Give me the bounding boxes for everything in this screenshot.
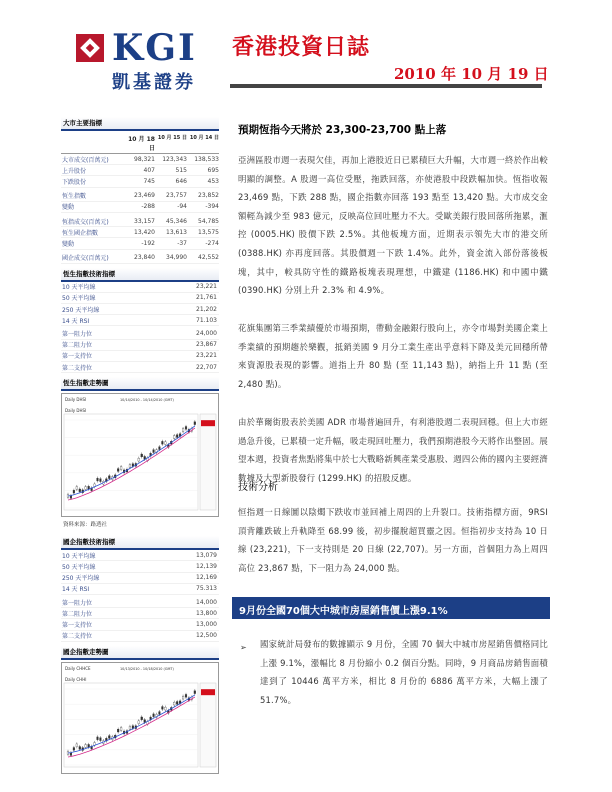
row-value: -288 bbox=[141, 203, 155, 211]
candle bbox=[162, 442, 164, 445]
table-row bbox=[61, 165, 219, 176]
candle bbox=[162, 706, 164, 709]
candle bbox=[108, 735, 110, 738]
row-label: 250 天平均線 bbox=[62, 306, 100, 314]
candle bbox=[117, 469, 119, 472]
paragraph-market: 亞洲區股市週一表現欠佳，再加上港股近日已累積巨大升幅，大市週一終於作出較明顯的調整。A 股週一高位受壓，拖跌回落，亦使港股中段跌幅加快。恆指收報 23,469 點，下跌 288 點，國企指數亦回落 193 點至 13,420 點。大市成交金額輕為減少至 983 億元，反映高位回吐壓力不大。受歐美銀行股回落所拖累，滙控 (0005.HK) 股價下跌 2.5%。其他板塊方面，近期表示領先大市的港交所 (0388.HK) 亦再度回落。其股價週一下跌 1.4%。此外，資金流入部份落後板塊，其中，較具防守性的鐵路板塊表現理想，中鐵建 (1186.HK) 和中國中鐵 (0390.HK) 分別上升 2.3% 和 4.9%。 bbox=[238, 155, 548, 296]
candle bbox=[100, 479, 102, 482]
candle bbox=[176, 435, 178, 438]
candle bbox=[100, 737, 102, 740]
table-row bbox=[61, 253, 219, 264]
table-row bbox=[61, 351, 219, 362]
candle bbox=[194, 690, 196, 693]
row-value: 34,990 bbox=[166, 254, 187, 262]
row-label: 國企成交(百萬元) bbox=[62, 255, 109, 263]
table-row bbox=[61, 216, 219, 227]
candle bbox=[141, 454, 143, 457]
table-row bbox=[61, 293, 219, 304]
price-axis bbox=[200, 683, 216, 767]
candle bbox=[120, 467, 122, 470]
hscei-tech-table bbox=[61, 550, 219, 642]
row-label: 14 天 RSI bbox=[62, 317, 90, 325]
row-label: 第一支持位 bbox=[62, 353, 93, 361]
candle bbox=[194, 422, 196, 425]
row-label: 50 天平均線 bbox=[62, 295, 96, 303]
row-label: 250 天平均線 bbox=[62, 575, 100, 583]
plot-area bbox=[64, 683, 198, 767]
row-value: 515 bbox=[175, 166, 187, 174]
row-value: 13,613 bbox=[166, 228, 187, 236]
row-value: 13,000 bbox=[196, 620, 217, 628]
row-value: 24,000 bbox=[196, 330, 217, 338]
row-value: 23,852 bbox=[198, 192, 219, 200]
candle bbox=[88, 744, 90, 747]
row-value: 745 bbox=[143, 177, 155, 185]
row-label: 第一阻力位 bbox=[62, 599, 93, 607]
row-value: 12,169 bbox=[196, 574, 217, 582]
row-value: 453 bbox=[207, 177, 219, 185]
row-label: 第二阻力位 bbox=[62, 342, 93, 350]
candle bbox=[76, 744, 78, 747]
row-label: 第一阻力位 bbox=[62, 331, 93, 339]
row-value: 12,139 bbox=[196, 562, 217, 570]
tech-analysis-heading: 技術分析 bbox=[238, 482, 278, 493]
candle bbox=[182, 696, 184, 699]
col-header: 10 月 15 日 bbox=[157, 135, 187, 141]
candle bbox=[97, 737, 99, 740]
article-heading: 預期恆指今天將於 23,300-23,700 點上落 bbox=[238, 124, 447, 136]
row-value: 13,079 bbox=[196, 551, 217, 559]
table-row bbox=[61, 550, 219, 561]
candle bbox=[76, 487, 78, 490]
hscei-chart bbox=[61, 662, 219, 774]
market-indicators-title: 大市主要指標 bbox=[61, 117, 219, 131]
row-label: 大市成交(百萬元) bbox=[62, 156, 109, 164]
candle bbox=[73, 490, 75, 493]
report-date: 2010 年 10 月 19 日 bbox=[394, 65, 549, 83]
table-row bbox=[61, 154, 219, 165]
paragraph-property: 國家統計局發布的數據顯示 9 月份，全國 70 個大中城市房屋銷售價格同比上漲 9.1%，漲幅比 8 月份縮小 0.2 個百分點。同時，9 月商品房銷售面積達到了 10446 萬平方米，相比 8 月份的 6886 萬平方米，大幅上漲了 51.7%。 bbox=[260, 639, 548, 705]
table-row bbox=[61, 608, 219, 619]
candle bbox=[138, 721, 140, 724]
candle bbox=[141, 717, 143, 720]
candle bbox=[97, 478, 99, 481]
moving-average-line bbox=[68, 695, 195, 753]
moving-average-line bbox=[68, 428, 195, 500]
bullet-arrow-icon: ➢ bbox=[240, 643, 247, 652]
market-table-header bbox=[61, 131, 219, 154]
candle bbox=[79, 489, 81, 492]
row-value: 13,420 bbox=[134, 228, 155, 236]
news-banner: 9月份全國70個大中城市房屋銷售價上漲9.1% bbox=[232, 597, 550, 619]
page-title: 香港投資日誌 bbox=[232, 34, 371, 60]
row-label: 第二支持位 bbox=[62, 364, 93, 372]
candle bbox=[159, 711, 161, 714]
row-label: 上升股份 bbox=[62, 167, 87, 175]
price-marker bbox=[201, 420, 215, 426]
table-row bbox=[61, 631, 219, 642]
header-rule bbox=[230, 84, 542, 88]
row-value: 21,761 bbox=[196, 294, 217, 302]
hscei-tech-title: 國企指數技術指標 bbox=[61, 536, 219, 550]
hsi-chart-title: 恆生指數走勢圖 bbox=[61, 377, 219, 391]
row-value: 45,346 bbox=[166, 217, 187, 225]
candle bbox=[85, 744, 87, 747]
candle bbox=[159, 447, 161, 450]
row-label: 第二阻力位 bbox=[62, 610, 93, 618]
row-label: 14 天 RSI bbox=[62, 586, 90, 594]
col-header: 10 月 18 日 bbox=[128, 136, 155, 152]
table-row bbox=[61, 584, 219, 595]
candle bbox=[173, 702, 175, 705]
chart-label: Daily CHHCE bbox=[65, 665, 91, 671]
candle bbox=[164, 707, 166, 710]
table-row bbox=[61, 573, 219, 584]
row-value: 75.313 bbox=[196, 585, 217, 593]
table-row bbox=[61, 227, 219, 238]
row-label: 恆指成交(百萬元) bbox=[62, 218, 109, 226]
row-value: 23,469 bbox=[134, 192, 155, 200]
table-row bbox=[61, 238, 219, 249]
candle bbox=[79, 746, 81, 749]
candle bbox=[173, 436, 175, 439]
chart-label: Daily DHSI bbox=[65, 408, 87, 414]
plot-area bbox=[64, 414, 198, 510]
row-value: 646 bbox=[175, 177, 187, 185]
chart-label: Daily DHSI bbox=[65, 397, 87, 403]
row-value: 138,533 bbox=[194, 155, 219, 163]
row-value: 21,202 bbox=[196, 305, 217, 313]
row-value: 407 bbox=[143, 166, 155, 174]
candle bbox=[108, 476, 110, 479]
row-value: 13,800 bbox=[196, 609, 217, 617]
table-row bbox=[61, 176, 219, 187]
candle bbox=[182, 429, 184, 432]
paragraph-us-market: 花旗集團第三季業績優於市場預期，帶動金融銀行股向上，亦令市場對美國企業上季業績的預期趨於樂觀，抵銷美國 9 月分工業生產出乎意料下降及美元回穩所帶來資源股表現的影響。道指上升 80 點 (至 11,143 點)，納指上升 11 點 (至 2,480 點)。 bbox=[238, 323, 548, 389]
row-value: -192 bbox=[141, 239, 155, 247]
row-value: -37 bbox=[177, 239, 187, 247]
candle bbox=[88, 486, 90, 489]
row-value: 54,785 bbox=[198, 217, 219, 225]
row-value: -394 bbox=[205, 203, 219, 211]
chart-label: Daily CHHI bbox=[65, 676, 87, 682]
table-row bbox=[61, 304, 219, 315]
row-value: 23,221 bbox=[196, 352, 217, 360]
row-label: 10 天平均線 bbox=[62, 284, 96, 292]
row-label: 第一支持位 bbox=[62, 621, 93, 629]
logo-subtitle: 凱基證券 bbox=[112, 72, 196, 93]
table-row bbox=[61, 191, 219, 202]
row-label: 恆生國企指數 bbox=[62, 229, 99, 237]
candle bbox=[129, 726, 131, 729]
candle bbox=[73, 747, 75, 750]
hsi-chart bbox=[61, 393, 219, 517]
chart-date-range: 10/13/2010 - 10/18/2010 (GMT) bbox=[120, 666, 174, 671]
hsi-tech-table bbox=[61, 282, 219, 374]
col-header: 10 月 14 日 bbox=[189, 135, 219, 141]
moving-average-line bbox=[68, 426, 195, 496]
row-value: 23,757 bbox=[166, 192, 187, 200]
row-label: 10 天平均線 bbox=[62, 552, 96, 560]
candle bbox=[185, 427, 187, 430]
row-value: 42,552 bbox=[198, 254, 219, 262]
candle bbox=[153, 450, 155, 453]
row-label: 恆生指數 bbox=[62, 193, 87, 201]
kgi-logo-mark bbox=[76, 34, 104, 62]
chart-source: 資料來源：路透社 bbox=[63, 522, 108, 529]
row-value: 13,575 bbox=[198, 228, 219, 236]
row-value: -94 bbox=[177, 203, 187, 211]
row-label: 第二支持位 bbox=[62, 633, 93, 641]
paragraph-technical: 恒指週一日線圖以陰燭下跌收市並回補上周四的上升裂口。技術指標方面，9RSI 頂背離跌破上升軌降至 68.99 後，初步擺脫超買靈之因。恒指初步支持為 10 日線 (23,221)，下一支持則是 20 日線 (22,707)。另一方面，首個阻力為上周四高位 23,867 點，下一阻力為 24,000 點。 bbox=[238, 507, 548, 573]
table-row bbox=[61, 202, 219, 213]
row-value: 14,000 bbox=[196, 598, 217, 606]
price-marker bbox=[201, 689, 215, 695]
row-value: 98,321 bbox=[134, 155, 155, 163]
logo-text: KGI bbox=[112, 27, 197, 69]
row-value: 23,221 bbox=[196, 283, 217, 291]
candle bbox=[85, 487, 87, 490]
table-row bbox=[61, 597, 219, 608]
row-value: 12,500 bbox=[196, 632, 217, 640]
chart-date-range: 10/14/2010 - 10/14/2010 (GMT) bbox=[120, 398, 174, 403]
table-row bbox=[61, 328, 219, 339]
row-value: 71.103 bbox=[196, 316, 217, 324]
candle bbox=[117, 729, 119, 732]
candle bbox=[138, 458, 140, 461]
table-row bbox=[61, 619, 219, 630]
row-label: 下跌股份 bbox=[62, 178, 87, 186]
candle bbox=[129, 465, 131, 468]
row-value: 23,867 bbox=[196, 341, 217, 349]
price-axis bbox=[200, 414, 216, 510]
row-value: 123,343 bbox=[162, 155, 187, 163]
table-row bbox=[61, 315, 219, 326]
table-row bbox=[61, 561, 219, 572]
left-sidebar bbox=[61, 117, 219, 774]
hscei-chart-title: 國企指數走勢圖 bbox=[61, 646, 219, 660]
candle bbox=[153, 714, 155, 717]
row-value: -274 bbox=[205, 239, 219, 247]
table-row bbox=[61, 340, 219, 351]
row-label: 變動 bbox=[62, 240, 75, 248]
row-value: 33,157 bbox=[134, 217, 155, 225]
hsi-tech-title: 恆生指數技術指標 bbox=[61, 268, 219, 282]
candle bbox=[120, 727, 122, 730]
market-table bbox=[61, 154, 219, 264]
table-row bbox=[61, 282, 219, 293]
row-label: 變動 bbox=[62, 204, 75, 212]
candle bbox=[176, 701, 178, 704]
candle bbox=[164, 442, 166, 445]
paragraph-outlook: 由於華爾街股表於美國 ADR 市場普遍回升，有利港股週二表現回穩。但上大市經過急升後，已累積一定升幅，吸走現回吐壓力，我們預期港股今天將作出整固。展望本週，投資者焦點將集中於七大戰略新興產業受惠股、週四公佈的國內主要經濟數據及大型新股發行 (1299.HK) 的招股反應。 bbox=[238, 417, 548, 483]
row-value: 695 bbox=[207, 166, 219, 174]
row-value: 23,840 bbox=[134, 254, 155, 262]
row-label: 50 天平均線 bbox=[62, 563, 96, 571]
candle bbox=[185, 694, 187, 697]
table-row bbox=[61, 362, 219, 373]
row-value: 22,707 bbox=[196, 363, 217, 371]
